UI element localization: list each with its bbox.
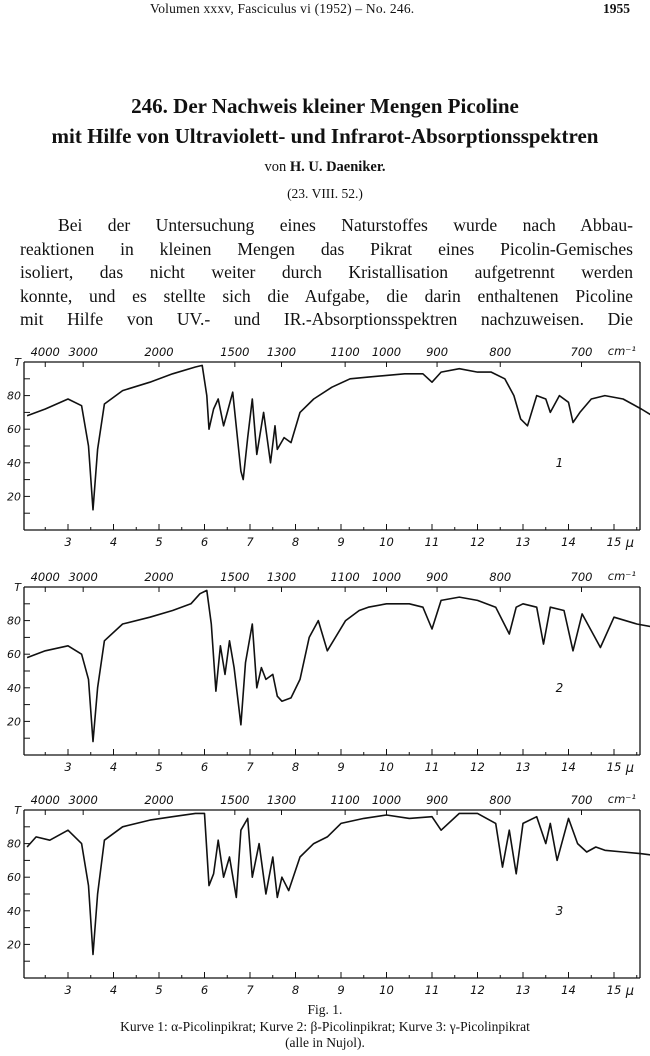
body-line: konnte, und es stellte sich die Aufgabe, die darin enthaltenen Picoline <box>20 285 633 306</box>
bottom-tick-label: 11 <box>424 760 440 774</box>
top-tick-label: 4000 <box>30 345 60 359</box>
y-tick-label: 80 <box>7 389 21 403</box>
bottom-tick-label: 6 <box>200 983 209 997</box>
bottom-tick-label: 14 <box>561 535 576 549</box>
author-line <box>0 159 650 176</box>
bottom-tick-label: 13 <box>515 760 531 774</box>
spectrum-curve <box>27 590 650 741</box>
top-axis-unit: cm⁻¹ <box>607 344 636 358</box>
top-tick-label: 800 <box>489 345 512 359</box>
bottom-tick-label: 12 <box>470 983 485 997</box>
top-tick-label: 1100 <box>330 570 360 584</box>
body-paragraph <box>20 214 633 332</box>
curve-number-label: 2 <box>555 680 564 695</box>
top-tick-label: 700 <box>570 345 593 359</box>
bottom-tick-label: 3 <box>64 983 72 997</box>
bottom-tick-label: 3 <box>64 535 72 549</box>
top-tick-label: 3000 <box>68 570 98 584</box>
top-tick-label: 1100 <box>330 345 360 359</box>
bottom-tick-label: 14 <box>561 760 576 774</box>
bottom-tick-label: 11 <box>424 535 440 549</box>
y-tick-label: T <box>14 356 21 369</box>
figure-caption-note: (alle in Nujol). <box>285 1035 365 1050</box>
top-tick-label: 2000 <box>144 570 174 584</box>
bottom-tick-label: 12 <box>470 760 485 774</box>
curve-number-label: 1 <box>555 455 564 470</box>
bottom-tick-label: 15 <box>606 535 622 549</box>
top-tick-label: 3000 <box>68 345 98 359</box>
bottom-tick-label: 13 <box>515 983 531 997</box>
bottom-axis-unit: μ <box>625 536 634 551</box>
bottom-tick-label: 9 <box>337 535 345 549</box>
bottom-tick-label: 5 <box>155 535 163 549</box>
bottom-tick-label: 6 <box>200 760 209 774</box>
bottom-tick-label: 8 <box>291 983 300 997</box>
running-head-title: Volumen xxxv, Fasciculus vi (1952) – No. 246. <box>150 1 415 16</box>
y-tick-label: 20 <box>7 490 21 504</box>
bottom-tick-label: 5 <box>155 983 163 997</box>
article-title-line-2: mit Hilfe von Ultraviolett- und Infrarot-Absorptionsspektren <box>51 124 599 148</box>
bottom-tick-label: 7 <box>246 760 254 774</box>
author-name: H. U. Daeniker. <box>289 159 386 175</box>
y-tick-label: 60 <box>7 423 21 437</box>
y-tick-label: 60 <box>7 871 21 885</box>
bottom-axis-unit: μ <box>625 761 634 776</box>
y-tick-label: T <box>14 581 21 594</box>
y-tick-label: 20 <box>7 938 21 952</box>
y-tick-label: 40 <box>7 904 21 918</box>
top-tick-label: 900 <box>426 345 449 359</box>
bottom-tick-label: 5 <box>155 760 163 774</box>
top-tick-label: 1000 <box>371 793 402 807</box>
y-tick-label: 60 <box>7 648 21 662</box>
running-head <box>0 0 650 22</box>
body-line: Bei der Untersuchung eines Naturstoffes wurde nach Abbau- <box>58 215 633 235</box>
y-tick-label: 40 <box>7 681 21 695</box>
spectrum-curve <box>27 813 650 954</box>
top-tick-label: 1000 <box>371 345 402 359</box>
top-tick-label: 1500 <box>220 345 250 359</box>
top-tick-label: 2000 <box>144 793 174 807</box>
y-tick-label: 80 <box>7 614 21 628</box>
bottom-tick-label: 6 <box>200 535 209 549</box>
y-tick-label: 40 <box>7 456 21 470</box>
y-tick-label: 80 <box>7 837 21 851</box>
bottom-tick-label: 14 <box>561 983 576 997</box>
bottom-tick-label: 10 <box>379 760 394 774</box>
bottom-tick-label: 9 <box>337 983 345 997</box>
bottom-axis-unit: μ <box>625 984 634 999</box>
bottom-tick-label: 13 <box>515 535 531 549</box>
body-line: isoliert, das nicht weiter durch Kristallisation aufgetrennt werden <box>20 262 633 282</box>
top-tick-label: 2000 <box>144 345 174 359</box>
bottom-tick-label: 4 <box>109 760 118 774</box>
bottom-tick-label: 8 <box>291 535 300 549</box>
curve-number-label: 3 <box>555 903 564 918</box>
page-number: 1955 <box>603 1 630 16</box>
bottom-tick-label: 4 <box>109 983 118 997</box>
top-axis-unit: cm⁻¹ <box>607 569 636 583</box>
top-tick-label: 4000 <box>30 570 60 584</box>
spectrum-curve <box>27 365 650 509</box>
figure-caption: Kurve 1: α-Picolinpikrat; Kurve 2: β-Picolinpikrat; Kurve 3: γ-Picolinpikrat <box>120 1019 530 1034</box>
top-tick-label: 800 <box>489 570 512 584</box>
bottom-tick-label: 7 <box>246 535 254 549</box>
ir-spectrum-panel-1 <box>0 340 650 560</box>
bottom-tick-label: 12 <box>470 535 485 549</box>
bottom-tick-label: 9 <box>337 760 345 774</box>
body-line: reaktionen in kleinen Mengen das Pikrat eines Picolin-Gemisches <box>20 238 633 259</box>
top-tick-label: 900 <box>426 570 449 584</box>
bottom-tick-label: 7 <box>246 983 254 997</box>
ir-spectrum-panel-2 <box>0 565 650 785</box>
top-tick-label: 700 <box>570 570 593 584</box>
top-tick-label: 1300 <box>266 793 297 807</box>
figure-label: Fig. 1. <box>307 1002 343 1017</box>
bottom-tick-label: 15 <box>606 760 622 774</box>
bottom-tick-label: 8 <box>291 760 300 774</box>
author-prefix: von <box>264 159 287 175</box>
top-tick-label: 1500 <box>220 793 250 807</box>
received-date: (23. VIII. 52.) <box>287 186 363 201</box>
y-tick-label: T <box>14 804 21 817</box>
top-tick-label: 3000 <box>68 793 98 807</box>
y-tick-label: 20 <box>7 715 21 729</box>
bottom-tick-label: 10 <box>379 535 394 549</box>
top-tick-label: 1500 <box>220 570 250 584</box>
top-tick-label: 700 <box>570 793 593 807</box>
bottom-tick-label: 3 <box>64 760 72 774</box>
bottom-tick-label: 4 <box>109 535 118 549</box>
top-tick-label: 800 <box>489 793 512 807</box>
top-tick-label: 1100 <box>330 793 360 807</box>
bottom-tick-label: 15 <box>606 983 622 997</box>
top-tick-label: 4000 <box>30 793 60 807</box>
article-title-line-1: 246. Der Nachweis kleiner Mengen Picoline <box>131 94 519 118</box>
top-tick-label: 1000 <box>371 570 402 584</box>
ir-spectrum-panel-3 <box>0 788 650 1006</box>
body-line: mit Hilfe von UV.- und IR.-Absorptionsspektren nachzuweisen. Die <box>20 309 633 329</box>
top-axis-unit: cm⁻¹ <box>607 792 636 806</box>
top-tick-label: 1300 <box>266 570 297 584</box>
top-tick-label: 900 <box>426 793 449 807</box>
top-tick-label: 1300 <box>266 345 297 359</box>
bottom-tick-label: 11 <box>424 983 440 997</box>
bottom-tick-label: 10 <box>379 983 394 997</box>
